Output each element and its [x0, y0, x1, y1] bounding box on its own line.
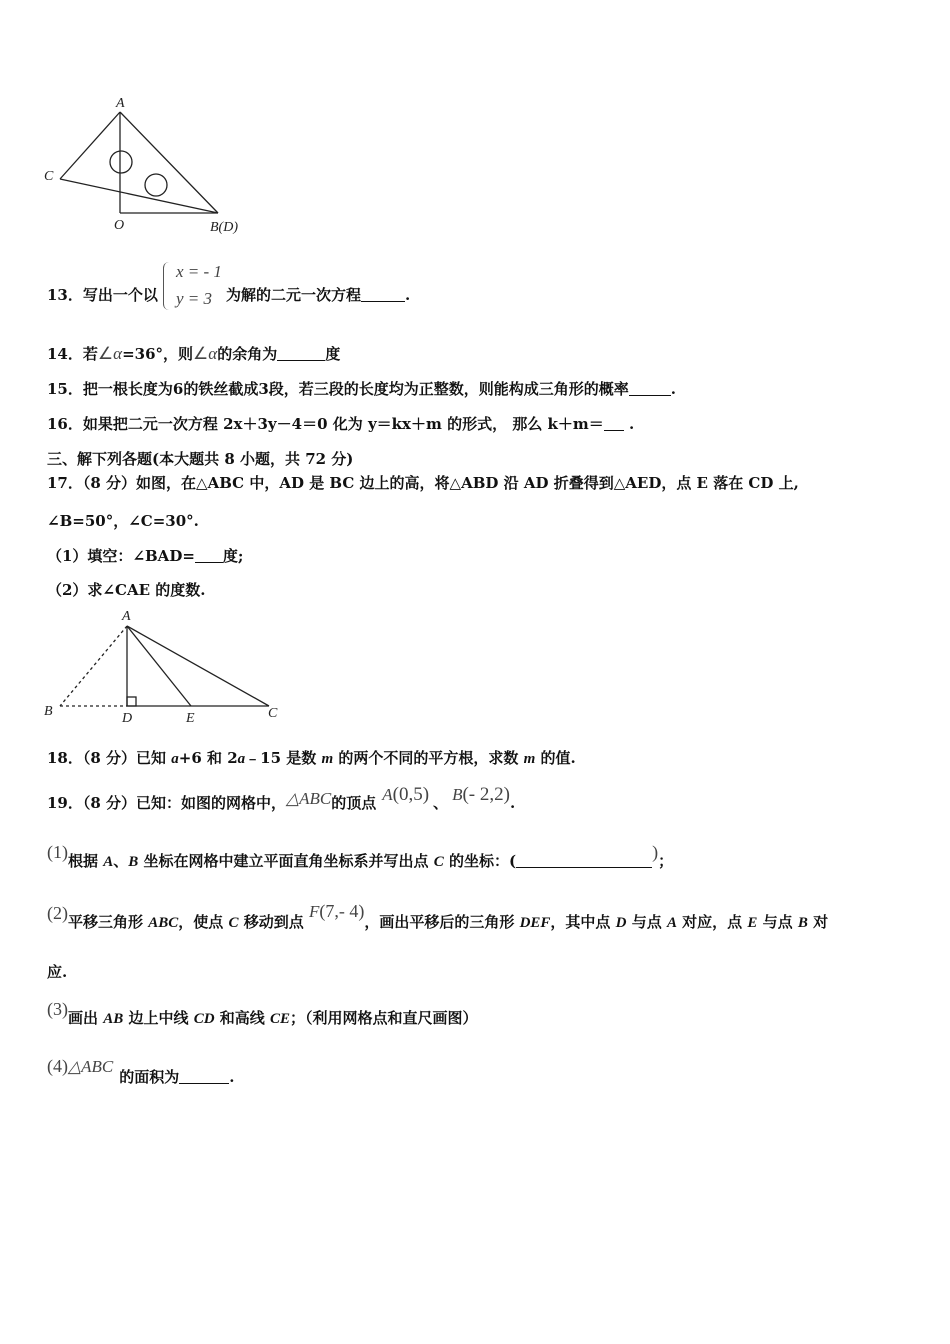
- q19-p2-A: A: [666, 915, 677, 931]
- q19-p2-DEF: DEF: [519, 915, 551, 931]
- q19-p1-e: ): [652, 842, 659, 862]
- q19-p1-f: ；: [658, 852, 674, 870]
- q19-p4-triangle: △ABC: [68, 1057, 114, 1076]
- q18-t1: 18．（8 分）已知: [47, 749, 172, 767]
- q19-p4-num: (4): [47, 1056, 68, 1076]
- q16-number: 16．: [47, 415, 83, 433]
- q18-t4: 的两个不同的平方根，求数: [333, 749, 524, 767]
- q13-answer-blank[interactable]: [361, 287, 405, 302]
- q18-t5: 的值.: [535, 749, 576, 767]
- fig2-label-a: A: [122, 609, 131, 624]
- q19-p3-c: 和高线: [214, 1009, 270, 1027]
- q19-p4-a: 的面积为: [119, 1068, 180, 1086]
- q17-line1: 17．（8 分）如图，在△ABC 中，AD 是 BC 边上的高，将△ABD 沿 AD 折叠得到△AED，点 E 落在 CD 上,: [47, 474, 799, 492]
- q16-answer-blank[interactable]: [604, 416, 624, 431]
- fig2-label-c: C: [268, 706, 278, 721]
- q15-number: 15．: [47, 380, 83, 398]
- q19-part2: [47, 901, 829, 932]
- angle-symbol: ∠: [97, 344, 114, 363]
- q18-m2: m: [523, 751, 536, 767]
- q19-p2-D: D: [615, 915, 627, 931]
- question-18: [47, 747, 576, 768]
- q19-triangle: △ABC: [286, 789, 332, 808]
- q19-p1-A: A: [103, 854, 114, 870]
- fig1-label-c: C: [44, 169, 54, 184]
- q13-tail: [226, 284, 410, 305]
- q13-end: .: [405, 286, 411, 304]
- q16-end: .: [623, 415, 635, 433]
- q19-f-coord: (7,- 4): [319, 901, 365, 921]
- q18-a1: a: [171, 751, 179, 767]
- q19-p3-AB: AB: [103, 1011, 124, 1027]
- q19-p1-d: 的坐标：(: [443, 852, 517, 870]
- fig2-label-d: D: [122, 711, 133, 726]
- q14-alpha: α: [113, 344, 123, 363]
- q19-a-coord: (0,5): [392, 784, 430, 805]
- q14-t2: =36°，则: [122, 345, 194, 363]
- q17-p1-end: 度;: [222, 547, 244, 565]
- fig2-label-e: E: [186, 711, 195, 726]
- q19-p2-i: 对: [807, 913, 829, 931]
- question-15: [47, 378, 676, 399]
- fig1-label-b: B(D): [210, 220, 238, 235]
- question-19: [47, 784, 516, 814]
- q19-p1-C: C: [433, 854, 444, 870]
- q13-post: 为解的二元一次方程: [226, 286, 362, 304]
- q13-system-line2: y = 3: [176, 289, 213, 308]
- angle-symbol: ∠: [193, 344, 209, 363]
- q19-p3-d: ；（利用网格点和直尺画图）: [290, 1009, 478, 1027]
- q14-t4: 度: [325, 345, 341, 363]
- q18-m1: m: [321, 751, 334, 767]
- q19-point-a: A: [382, 785, 393, 804]
- question-13: [47, 284, 158, 305]
- q19-part2-cont: 应.: [47, 963, 68, 981]
- q13-pre: 写出一个以: [82, 286, 158, 304]
- q19-p4-end: .: [229, 1068, 235, 1086]
- q19-p2-a: 平移三角形: [68, 913, 149, 931]
- q19-point-f: F: [308, 902, 320, 921]
- q19-p1-a: 根据: [68, 852, 104, 870]
- fig1-label-a: A: [116, 96, 125, 111]
- q19-p4-answer-blank[interactable]: [179, 1069, 229, 1084]
- q19-p3-a: 画出: [68, 1009, 104, 1027]
- q19-p1-B: B: [128, 854, 139, 870]
- q19-p2-h: 与点: [757, 913, 798, 931]
- q19-p1-b: 、: [113, 852, 129, 870]
- q19-sep: 、: [433, 794, 449, 812]
- question-14: [47, 343, 340, 364]
- fig2-label-b: B: [44, 704, 53, 719]
- q19-p2-E: E: [747, 915, 758, 931]
- q19-p2-num: (2): [47, 903, 68, 923]
- q19-p3-num: (3): [47, 999, 68, 1019]
- question-16: [47, 413, 634, 434]
- q19-point-b: B: [452, 785, 463, 804]
- figure-triangle-aob: [38, 92, 258, 242]
- q18-t2: +6 和 2: [178, 749, 238, 767]
- q14-alpha-2: α: [208, 344, 218, 363]
- q19-p2-e: ，其中点: [550, 913, 616, 931]
- q15-answer-blank[interactable]: [629, 381, 671, 396]
- section-3-title: 三、解下列各题(本大题共 8 小题，共 72 分): [47, 450, 354, 468]
- q19-t1: 19．（8 分）已知：如图的网格中，: [47, 794, 287, 812]
- q18-t3: ﹣15 是数: [245, 749, 322, 767]
- q15-end: .: [670, 380, 676, 398]
- q17-answer-blank[interactable]: [195, 548, 223, 563]
- q14-t1: 若: [82, 345, 98, 363]
- q13-system-line1: x = - 1: [176, 262, 222, 281]
- q19-p3-b: 边上中线: [123, 1009, 194, 1027]
- q19-end: .: [509, 794, 516, 812]
- q17-p1-text: （1）填空：∠BAD=: [47, 547, 195, 565]
- q18-a2: a: [237, 751, 246, 767]
- q14-t3: 的余角为: [217, 345, 278, 363]
- q19-p2-g: 对应，点: [676, 913, 748, 931]
- q19-p2-b: ，使点: [178, 913, 229, 931]
- q19-p2-d: ，画出平移后的三角形: [364, 913, 520, 931]
- q14-number: 14．: [47, 345, 83, 363]
- q19-part1: [47, 842, 674, 871]
- q13-brace: [163, 262, 172, 310]
- q19-p2-B: B: [797, 915, 808, 931]
- q16-text: 如果把二元一次方程 2x＋3y－4＝0 化为 y＝kx＋m 的形式， 那么 k＋m＝: [82, 415, 604, 433]
- q19-p2-ABC: ABC: [148, 915, 179, 931]
- q19-p1-c: 坐标在网格中建立平面直角坐标系并写出点: [138, 852, 434, 870]
- q14-answer-blank[interactable]: [277, 346, 325, 361]
- q19-p2-c: 移动到点: [238, 913, 309, 931]
- q19-p2-C: C: [228, 915, 239, 931]
- q19-p2-f: 与点: [626, 913, 667, 931]
- q19-p3-CE: CE: [270, 1011, 291, 1027]
- q17-part1: [47, 545, 243, 566]
- figure-triangle-abc: [38, 604, 298, 726]
- fig1-label-o: O: [114, 218, 125, 233]
- q19-p3-CD: CD: [193, 1011, 215, 1027]
- q19-p1-num: (1): [47, 842, 68, 862]
- q17-line2: ∠B=50°，∠C=30°.: [47, 512, 199, 530]
- q17-part2: （2）求∠CAE 的度数.: [47, 581, 206, 599]
- q19-t2: 的顶点: [331, 794, 377, 812]
- q19-part4: [47, 1056, 235, 1087]
- q19-p1-answer-blank[interactable]: [516, 853, 652, 868]
- q19-part3: [47, 999, 478, 1028]
- q19-b-coord: (- 2,2): [462, 784, 510, 805]
- q15-text: 把一根长度为6的铁丝截成3段，若三段的长度均为正整数，则能构成三角形的概率: [82, 380, 629, 398]
- q13-number: 13．: [47, 286, 83, 304]
